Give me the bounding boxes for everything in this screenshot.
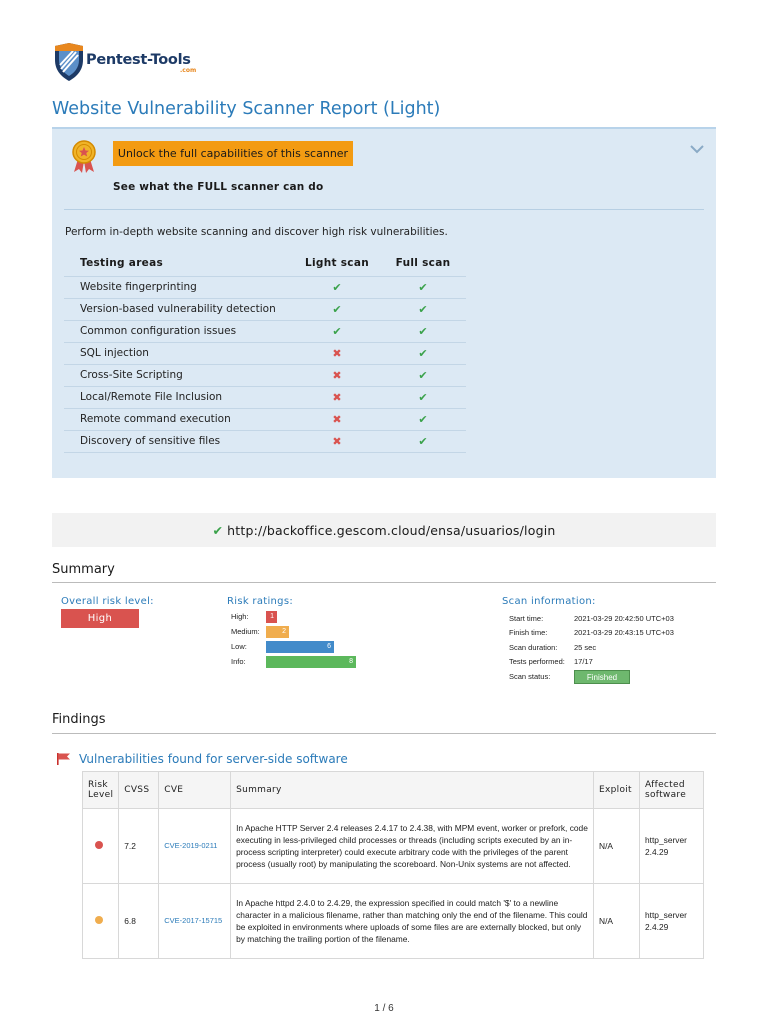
scan-info-value: 17/17	[574, 657, 593, 666]
risk-level-cell	[83, 884, 119, 959]
cvss-score-cell	[119, 809, 159, 884]
scan-info-value: 2021-03-29 20:43:15 UTC+03	[574, 628, 674, 637]
risk-ratings-label: Risk ratings:	[227, 596, 294, 607]
logo-domain: .com	[180, 67, 197, 74]
findings-heading: Findings	[52, 712, 106, 727]
exploit-value-cell	[594, 884, 640, 959]
testing-area-cell: Cross-Site Scripting	[64, 364, 294, 386]
check-icon: ✔	[418, 280, 428, 294]
scan-info-label: Scan information:	[502, 596, 596, 607]
table-row	[64, 342, 466, 364]
see-full-scanner-text: See what the FULL scanner can do	[113, 181, 324, 193]
header-summary: Summary	[231, 772, 594, 809]
header-affected-software: Affected software	[640, 772, 704, 809]
check-icon: ✔	[418, 302, 428, 316]
finding-summary-cell	[231, 809, 594, 884]
light-scan-cell	[294, 276, 380, 298]
table-header-row	[64, 251, 466, 276]
testing-area-cell: Common configuration issues	[64, 320, 294, 342]
check-icon: ✔	[212, 522, 224, 538]
table-row	[64, 364, 466, 386]
summary-heading: Summary	[52, 562, 115, 577]
check-icon: ✔	[418, 434, 428, 448]
check-icon: ✔	[332, 302, 342, 316]
light-scan-cell	[294, 320, 380, 342]
cve-link-cell	[159, 809, 231, 884]
risk-rating-bar: 6	[266, 641, 334, 653]
table-row	[64, 408, 466, 430]
logo-text: Pentest-Tools	[86, 52, 191, 68]
exploit-value-cell	[594, 809, 640, 884]
header-light-scan: Light scan	[305, 257, 369, 270]
full-scan-cell	[380, 408, 466, 430]
scan-info-value: 2021-03-29 20:42:50 UTC+03	[574, 614, 674, 623]
light-scan-cell	[294, 386, 380, 408]
risk-rating-label: Medium:	[231, 627, 260, 636]
header-risk-level: Risk Level	[83, 772, 119, 809]
overall-risk-badge: High	[61, 609, 139, 628]
finding-summary: In Apache httpd 2.4.0 to 2.4.29, the expression specified in could match '$' to a newline character in a malicious filename, rather than matching only the end of the filename. This could be exploited in environments where uploads of some files are are externally blocked, but only by matching the trailing portion of the filename.	[236, 897, 588, 945]
divider	[52, 582, 716, 583]
table-row	[64, 320, 466, 342]
divider	[52, 733, 716, 734]
scan-info-key: Tests performed:	[509, 657, 565, 666]
risk-dot-icon	[95, 916, 103, 924]
risk-rating-row	[231, 656, 431, 668]
header-cvss: CVSS	[119, 772, 159, 809]
risk-dot-icon	[95, 841, 103, 849]
full-scan-cell	[380, 430, 466, 452]
overall-risk-label: Overall risk level:	[61, 596, 154, 607]
risk-rating-bar: 8	[266, 656, 356, 668]
table-row	[64, 276, 466, 298]
affected-software-cell	[640, 884, 704, 959]
full-scan-cell	[380, 320, 466, 342]
testing-area-cell: Discovery of sensitive files	[64, 430, 294, 452]
cross-icon: ✖	[332, 434, 342, 448]
shield-logo-icon	[52, 42, 86, 82]
table-row	[83, 809, 704, 884]
header-testing-areas: Testing areas	[80, 257, 164, 270]
testing-area-cell: Website fingerprinting	[64, 276, 294, 298]
scan-info-key: Finish time:	[509, 628, 548, 637]
check-icon: ✔	[418, 412, 428, 426]
divider	[64, 209, 704, 210]
testing-area-cell: Version-based vulnerability detection	[64, 298, 294, 320]
table-row	[64, 386, 466, 408]
light-scan-cell	[294, 364, 380, 386]
report-title: Website Vulnerability Scanner Report (Light)	[52, 99, 441, 119]
table-header-row	[83, 772, 704, 809]
cross-icon: ✖	[332, 412, 342, 426]
flag-icon	[57, 753, 71, 765]
full-scan-cell	[380, 364, 466, 386]
affected-software: http_server 2.4.29	[645, 909, 687, 932]
check-icon: ✔	[332, 324, 342, 338]
risk-rating-label: High:	[231, 612, 249, 621]
risk-rating-bar: 1	[266, 611, 277, 623]
upsell-description: Perform in-depth website scanning and discover high risk vulnerabilities.	[65, 226, 448, 238]
cvss-score: 7.2	[124, 840, 136, 851]
award-medal-icon	[70, 139, 98, 173]
exploit-value: N/A	[599, 840, 613, 851]
cvss-score-cell	[119, 884, 159, 959]
header-cve: CVE	[159, 772, 231, 809]
check-icon: ✔	[418, 368, 428, 382]
risk-rating-label: Info:	[231, 657, 246, 666]
light-scan-cell	[294, 408, 380, 430]
scan-comparison-table	[64, 251, 466, 453]
finding-summary: In Apache HTTP Server 2.4 releases 2.4.17 to 2.4.38, with MPM event, worker or prefork, code executing in less-privileged child processes or threads (including scripts executed by an in-process scripting interpreter) could execute arbitrary code with the privileges of the parent process (usually root) by manipulating the scoreboard. Non-Unix systems are not affected.	[236, 822, 588, 870]
risk-rating-row	[231, 641, 431, 653]
check-icon: ✔	[418, 390, 428, 404]
risk-rating-row	[231, 626, 431, 638]
table-row	[83, 884, 704, 959]
unlock-full-scanner-button[interactable]: Unlock the full capabilities of this scanner	[113, 141, 353, 166]
table-row	[64, 298, 466, 320]
upsell-panel	[52, 127, 716, 478]
exploit-value: N/A	[599, 915, 613, 926]
light-scan-cell	[294, 430, 380, 452]
cvss-score: 6.8	[124, 915, 136, 926]
full-scan-cell	[380, 276, 466, 298]
check-icon: ✔	[418, 346, 428, 360]
full-scan-cell	[380, 298, 466, 320]
light-scan-cell	[294, 342, 380, 364]
full-scan-cell	[380, 342, 466, 364]
cross-icon: ✖	[332, 346, 342, 360]
target-url-bar	[52, 513, 716, 547]
scan-info-value: 25 sec	[574, 643, 597, 652]
cve-link-cell	[159, 884, 231, 959]
cross-icon: ✖	[332, 390, 342, 404]
risk-rating-label: Low:	[231, 642, 247, 651]
affected-software: http_server 2.4.29	[645, 834, 687, 857]
scan-status-badge: Finished	[574, 670, 630, 684]
check-icon: ✔	[418, 324, 428, 338]
check-icon: ✔	[332, 280, 342, 294]
testing-area-cell: Local/Remote File Inclusion	[64, 386, 294, 408]
full-scan-cell	[380, 386, 466, 408]
risk-rating-row	[231, 611, 431, 623]
scan-info-key: Start time:	[509, 614, 544, 623]
scan-status-label: Scan status:	[509, 672, 551, 681]
page-number: 1 / 6	[374, 1003, 394, 1014]
cve-link[interactable]: CVE-2019-0211	[164, 841, 218, 851]
testing-area-cell: SQL injection	[64, 342, 294, 364]
testing-area-cell: Remote command execution	[64, 408, 294, 430]
header-exploit: Exploit	[594, 772, 640, 809]
target-url: http://backoffice.gescom.cloud/ensa/usuarios/login	[227, 522, 556, 538]
header-full-scan: Full scan	[395, 257, 451, 270]
light-scan-cell	[294, 298, 380, 320]
risk-rating-bar: 2	[266, 626, 289, 638]
scan-info-key: Scan duration:	[509, 643, 558, 652]
findings-table	[82, 771, 704, 959]
risk-level-cell	[83, 809, 119, 884]
chevron-down-icon[interactable]	[690, 145, 704, 154]
affected-software-cell	[640, 809, 704, 884]
pentest-tools-logo	[52, 42, 222, 82]
cve-link[interactable]: CVE-2017-15715	[164, 916, 223, 926]
vulnerabilities-group-title: Vulnerabilities found for server-side software	[79, 752, 348, 766]
finding-summary-cell	[231, 884, 594, 959]
cross-icon: ✖	[332, 368, 342, 382]
table-row	[64, 430, 466, 452]
